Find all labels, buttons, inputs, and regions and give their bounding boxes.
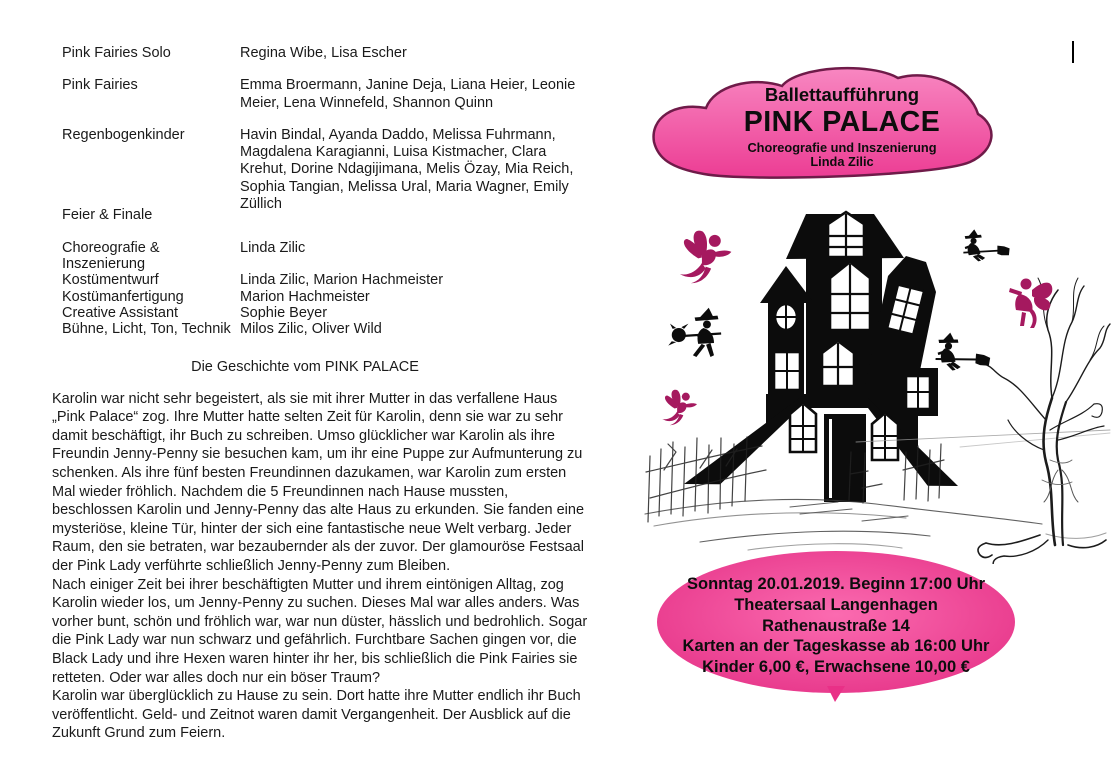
story-paragraph: Karolin war überglücklich zu Hause zu sein. Dort hatte ihre Mutter endlich ihr Buch veröffentlicht. Geld- und Zeitnot waren damit Vergangenheit. Der Ausblick auf die Zukunft Grund zum Feiern.	[52, 688, 581, 742]
tree-sketch	[978, 278, 1110, 564]
cast-table	[62, 45, 588, 213]
credit-names: Linda Zilic	[240, 240, 306, 256]
story-paragraph: Karolin war nicht sehr begeistert, als sie mit ihrer Mutter in das verfallene Haus „Pink Palace“ zog. Ihre Mutter hatte selten Zeit für Karolin, denn sie war zu sehr damit beschäftigt, ihr Buch zu schreiben. Umso glücklicher war Karolin als ihre Freundin Jenny-Penny sie besuchen kam, um ihr eine Puppe zur Aufmunterung zu schenken. Als ihre fünf besten Freundinnen dazukamen, war Karolin zum ersten Mal wieder fröhlich. Nachdem die 5 Freundinnen nach Hause mussten, beschlossen Karolin und Jenny-Penny das alte Haus zu erkunden. Sie fanden eine mysteriöse, kleine Tür, hinter der sich eine fantastische neue Welt verbarg. Jeder Raum, den sie betraten, war bezaubernder als der zuvor. Der glamouröse Festsaal der Pink Lady verführte schließlich Jenny-Penny zum Bleiben.	[52, 390, 585, 574]
story-paragraph: Nach einiger Zeit bei ihrer beschäftigten Mutter und ihrem eintönigen Alltag, zog Karolin wieder los, um Jenny-Penny zu suchen. Dieses Mal war alles anders. Was vorher bunt, schön und fröhlich war, war nun düster, hässlich und bedrohlich. Sogar die Pink Lady war nun schwarz und gefährlich. Furchtbare Sachen gingen vor, die Black Lady und ihre Hexen waren hinter ihr her, bis schließlich die Pink Fairies sie retteten. Oder war alles doch nur ein böser Traum?	[52, 576, 588, 686]
cast-names: Regina Wibe, Lisa Escher	[240, 45, 407, 61]
flyer-title: PINK PALACE	[743, 106, 941, 138]
ground-window-left	[790, 403, 816, 452]
event-prices: Kinder 6,00 €, Erwachsene 10,00 €	[702, 658, 970, 677]
story-title: Die Geschichte vom PINK PALACE	[191, 359, 419, 375]
cast-role: Regenbogenkinder	[62, 126, 185, 143]
flyer-choreographer-name: Linda Zilic	[810, 154, 874, 169]
credit-names: Milos Zilic, Oliver Wild	[240, 321, 382, 338]
ground-window-right	[872, 413, 898, 460]
cast-names: Havin Bindal, Ayanda Daddo, Melissa Fuhrmann, Magdalena Karagianni, Luisa Kistmacher, Clara Krehut, Dorine Ndagijimana, Melis Özay, Mia Reich, Sophia Tangian, Melissa Ural, Maria Wagner, Emily Züllich	[240, 126, 574, 213]
right-gable-window	[906, 376, 930, 409]
pink-fairy-icon	[1009, 279, 1052, 329]
event-venue: Theatersaal Langenhagen	[734, 595, 938, 614]
flyer-subtitle: Ballettaufführung	[764, 84, 920, 105]
credit-role: Creative Assistant	[62, 304, 179, 321]
event-details-bubble	[655, 550, 1017, 702]
witch-on-broom-icon	[935, 332, 992, 373]
credits-table	[62, 240, 443, 337]
flyer-choreography-label: Choreografie und Inszenierung	[747, 140, 937, 155]
credit-names: Sophie Beyer	[240, 304, 328, 321]
credit-role: Kostümanfertigung	[62, 288, 184, 305]
haunted-house-illustration	[638, 186, 1114, 564]
credit-role: Kostümentwurf	[62, 272, 159, 289]
left-tower-window	[774, 352, 800, 390]
tower-window	[830, 262, 870, 330]
pink-fairy-icon	[662, 390, 697, 425]
story-section	[52, 358, 588, 743]
title-cloud	[648, 62, 1004, 184]
section-heading: Feier & Finale	[62, 207, 153, 223]
event-details-text	[655, 574, 1017, 678]
cast-names: Emma Broermann, Janine Deja, Liana Heier, Leonie Meier, Lena Winnefeld, Shannon Quinn	[240, 77, 576, 111]
oval-window	[775, 304, 797, 330]
pink-fairy-icon	[680, 231, 732, 284]
credit-role: Bühne, Licht, Ton, Technik	[62, 321, 231, 338]
cast-role: Pink Fairies Solo	[62, 45, 171, 61]
event-ticket-info: Karten an der Tageskasse ab 16:00 Uhr	[682, 637, 990, 656]
credit-names: Marion Hachmeister	[240, 288, 370, 305]
title-cloud-text	[684, 85, 1000, 169]
event-date-time: Sonntag 20.01.2019. Beginn 17:00 Uhr	[686, 575, 986, 593]
cast-role: Pink Fairies	[62, 77, 138, 94]
credit-role: Choreografie & Inszenierung	[62, 240, 160, 273]
credit-names: Linda Zilic, Marion Hachmeister	[240, 272, 444, 289]
text-cursor	[1072, 41, 1074, 63]
walking-witch-icon	[668, 308, 721, 357]
event-address: Rathenaustraße 14	[762, 616, 910, 635]
witch-on-broom-icon	[963, 229, 1009, 261]
